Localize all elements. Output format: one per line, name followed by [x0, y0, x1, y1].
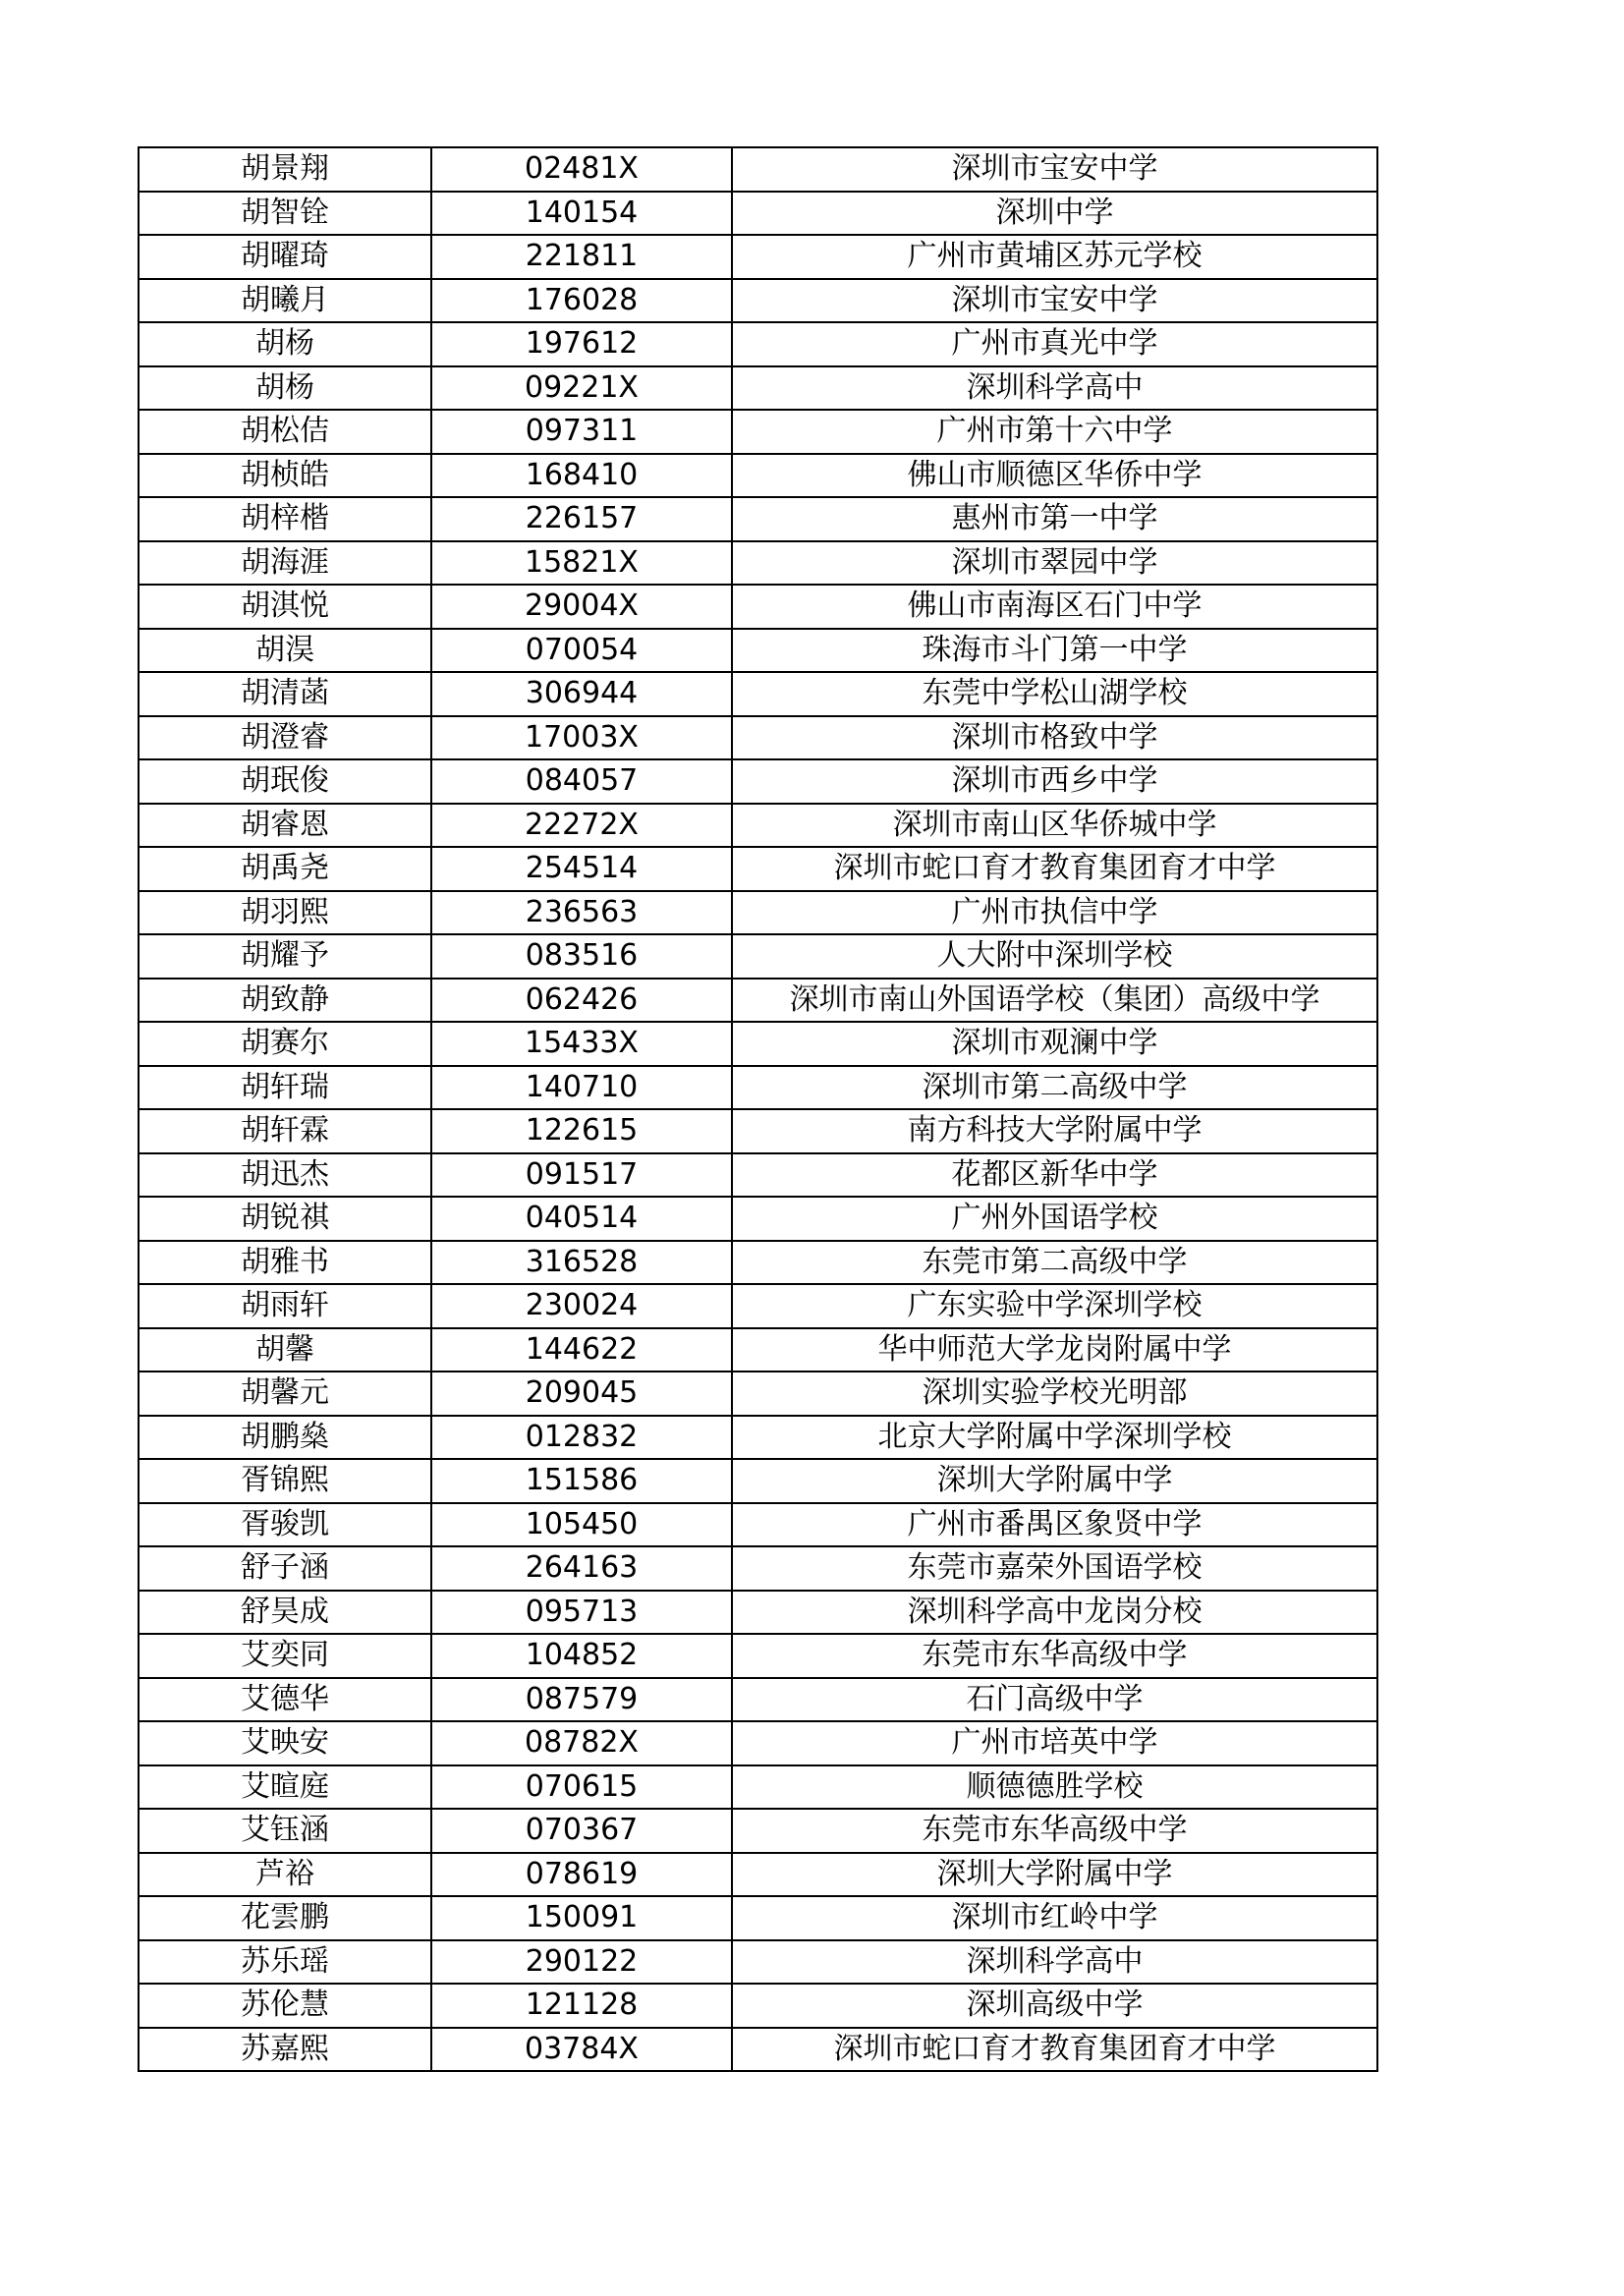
student-name-cell: 芦裕 [139, 1853, 431, 1897]
table-row [139, 1765, 1377, 1810]
table-row [139, 1503, 1377, 1547]
student-id-cell: 104852 [431, 1634, 732, 1678]
student-id-cell: 03784X [431, 2028, 732, 2072]
student-id-cell: 070615 [431, 1765, 732, 1810]
table-row [139, 585, 1377, 629]
school-name-cell: 北京大学附属中学深圳学校 [732, 1416, 1377, 1460]
school-name-cell: 石门高级中学 [732, 1678, 1377, 1722]
student-name-cell: 胡睿恩 [139, 804, 431, 848]
student-id-cell: 29004X [431, 585, 732, 629]
table-row [139, 847, 1377, 891]
student-id-cell: 176028 [431, 279, 732, 323]
table-row [139, 1022, 1377, 1066]
student-name-cell: 胡锐祺 [139, 1197, 431, 1241]
student-id-cell: 209045 [431, 1372, 732, 1416]
student-id-cell: 040514 [431, 1197, 732, 1241]
table-row [139, 279, 1377, 323]
table-row [139, 497, 1377, 541]
student-name-cell: 艾钰涵 [139, 1809, 431, 1853]
school-name-cell: 南方科技大学附属中学 [732, 1109, 1377, 1153]
table-row [139, 1984, 1377, 2028]
student-name-cell: 花雲鹏 [139, 1896, 431, 1940]
school-name-cell: 华中师范大学龙岗附属中学 [732, 1328, 1377, 1372]
student-id-cell: 140710 [431, 1066, 732, 1110]
school-name-cell: 深圳科学高中 [732, 366, 1377, 411]
student-id-cell: 264163 [431, 1546, 732, 1591]
school-name-cell: 深圳市观澜中学 [732, 1022, 1377, 1066]
student-name-cell: 胥骏凯 [139, 1503, 431, 1547]
table-row [139, 147, 1377, 192]
school-name-cell: 广州市番禺区象贤中学 [732, 1503, 1377, 1547]
student-id-cell: 08782X [431, 1721, 732, 1765]
student-name-cell: 胡轩霖 [139, 1109, 431, 1153]
school-name-cell: 深圳市翠园中学 [732, 541, 1377, 586]
table-row [139, 1678, 1377, 1722]
student-id-cell: 122615 [431, 1109, 732, 1153]
student-id-cell: 097311 [431, 410, 732, 454]
table-row [139, 1328, 1377, 1372]
student-name-cell: 胡智铨 [139, 192, 431, 236]
student-name-cell: 胡景翔 [139, 147, 431, 192]
table-row [139, 410, 1377, 454]
school-name-cell: 广州市第十六中学 [732, 410, 1377, 454]
student-id-cell: 012832 [431, 1416, 732, 1460]
student-id-cell: 306944 [431, 672, 732, 716]
school-name-cell: 东莞中学松山湖学校 [732, 672, 1377, 716]
school-name-cell: 深圳市宝安中学 [732, 147, 1377, 192]
school-name-cell: 东莞市第二高级中学 [732, 1241, 1377, 1285]
school-name-cell: 深圳大学附属中学 [732, 1853, 1377, 1897]
student-id-cell: 197612 [431, 322, 732, 366]
table-row [139, 672, 1377, 716]
school-name-cell: 深圳市西乡中学 [732, 759, 1377, 804]
student-name-cell: 胡海涯 [139, 541, 431, 586]
student-name-cell: 苏乐瑶 [139, 1940, 431, 1985]
student-id-cell: 140154 [431, 192, 732, 236]
student-name-cell: 胡禹尧 [139, 847, 431, 891]
school-name-cell: 深圳市宝安中学 [732, 279, 1377, 323]
table-row [139, 541, 1377, 586]
student-name-cell: 胡馨 [139, 1328, 431, 1372]
student-name-cell: 胡珉俊 [139, 759, 431, 804]
student-name-cell: 胡曜琦 [139, 235, 431, 279]
school-name-cell: 深圳科学高中龙岗分校 [732, 1591, 1377, 1635]
table-row [139, 1634, 1377, 1678]
student-name-cell: 胡赛尔 [139, 1022, 431, 1066]
school-name-cell: 广州市执信中学 [732, 891, 1377, 935]
school-name-cell: 深圳高级中学 [732, 1984, 1377, 2028]
table-row [139, 759, 1377, 804]
table-row [139, 891, 1377, 935]
student-id-cell: 091517 [431, 1153, 732, 1198]
student-id-cell: 221811 [431, 235, 732, 279]
student-name-cell: 艾德华 [139, 1678, 431, 1722]
student-id-cell: 236563 [431, 891, 732, 935]
school-name-cell: 佛山市顺德区华侨中学 [732, 454, 1377, 498]
student-name-cell: 胡耀予 [139, 934, 431, 979]
table-row [139, 934, 1377, 979]
student-name-cell: 胡澄睿 [139, 716, 431, 760]
table-row [139, 716, 1377, 760]
student-id-cell: 09221X [431, 366, 732, 411]
student-id-cell: 084057 [431, 759, 732, 804]
school-name-cell: 珠海市斗门第一中学 [732, 629, 1377, 673]
table-body [139, 147, 1377, 2071]
school-name-cell: 广州市培英中学 [732, 1721, 1377, 1765]
school-name-cell: 惠州市第一中学 [732, 497, 1377, 541]
student-name-cell: 胥锦熙 [139, 1459, 431, 1503]
student-name-cell: 胡馨元 [139, 1372, 431, 1416]
student-id-cell: 17003X [431, 716, 732, 760]
table-row [139, 322, 1377, 366]
student-id-cell: 144622 [431, 1328, 732, 1372]
student-name-cell: 胡松佶 [139, 410, 431, 454]
student-id-cell: 230024 [431, 1284, 732, 1328]
student-id-cell: 087579 [431, 1678, 732, 1722]
student-name-cell: 胡雨轩 [139, 1284, 431, 1328]
student-name-cell: 舒昊成 [139, 1591, 431, 1635]
student-name-cell: 胡桢皓 [139, 454, 431, 498]
table-row [139, 1940, 1377, 1985]
school-name-cell: 东莞市嘉荣外国语学校 [732, 1546, 1377, 1591]
table-row [139, 1896, 1377, 1940]
student-id-cell: 062426 [431, 979, 732, 1023]
student-name-cell: 胡梓楷 [139, 497, 431, 541]
student-id-cell: 290122 [431, 1940, 732, 1985]
student-id-cell: 105450 [431, 1503, 732, 1547]
student-id-cell: 22272X [431, 804, 732, 848]
student-id-cell: 078619 [431, 1853, 732, 1897]
table-row [139, 629, 1377, 673]
student-id-cell: 15433X [431, 1022, 732, 1066]
student-name-cell: 胡杨 [139, 366, 431, 411]
table-row [139, 192, 1377, 236]
table-row [139, 1721, 1377, 1765]
table-row [139, 1546, 1377, 1591]
table-row [139, 1372, 1377, 1416]
student-name-cell: 胡羽熙 [139, 891, 431, 935]
student-id-cell: 15821X [431, 541, 732, 586]
school-name-cell: 东莞市东华高级中学 [732, 1809, 1377, 1853]
school-name-cell: 广州市黄埔区苏元学校 [732, 235, 1377, 279]
student-id-cell: 121128 [431, 1984, 732, 2028]
school-name-cell: 东莞市东华高级中学 [732, 1634, 1377, 1678]
student-name-cell: 胡杨 [139, 322, 431, 366]
school-name-cell: 深圳科学高中 [732, 1940, 1377, 1985]
school-name-cell: 广州市真光中学 [732, 322, 1377, 366]
student-name-cell: 胡清菡 [139, 672, 431, 716]
student-name-cell: 胡雅书 [139, 1241, 431, 1285]
student-id-cell: 02481X [431, 147, 732, 192]
table-row [139, 1284, 1377, 1328]
student-name-cell: 艾映安 [139, 1721, 431, 1765]
table-row [139, 979, 1377, 1023]
student-id-cell: 168410 [431, 454, 732, 498]
student-id-cell: 150091 [431, 1896, 732, 1940]
table-row [139, 366, 1377, 411]
school-name-cell: 深圳中学 [732, 192, 1377, 236]
school-name-cell: 广州外国语学校 [732, 1197, 1377, 1241]
student-id-cell: 095713 [431, 1591, 732, 1635]
student-name-cell: 胡曦月 [139, 279, 431, 323]
table-row [139, 1153, 1377, 1198]
school-name-cell: 深圳市蛇口育才教育集团育才中学 [732, 847, 1377, 891]
student-name-cell: 胡淇悦 [139, 585, 431, 629]
student-table [138, 146, 1378, 2072]
table-row [139, 1109, 1377, 1153]
table-row [139, 1066, 1377, 1110]
student-id-cell: 226157 [431, 497, 732, 541]
student-name-cell: 艾暄庭 [139, 1765, 431, 1810]
student-id-cell: 151586 [431, 1459, 732, 1503]
table-row [139, 1241, 1377, 1285]
school-name-cell: 广东实验中学深圳学校 [732, 1284, 1377, 1328]
school-name-cell: 花都区新华中学 [732, 1153, 1377, 1198]
table-row [139, 1591, 1377, 1635]
student-name-cell: 艾奕同 [139, 1634, 431, 1678]
student-id-cell: 254514 [431, 847, 732, 891]
table-row [139, 454, 1377, 498]
table-row [139, 235, 1377, 279]
school-name-cell: 深圳市红岭中学 [732, 1896, 1377, 1940]
student-id-cell: 083516 [431, 934, 732, 979]
table-row [139, 1416, 1377, 1460]
student-name-cell: 胡致静 [139, 979, 431, 1023]
table-row [139, 2028, 1377, 2072]
student-name-cell: 胡轩瑞 [139, 1066, 431, 1110]
student-name-cell: 胡迅杰 [139, 1153, 431, 1198]
school-name-cell: 深圳实验学校光明部 [732, 1372, 1377, 1416]
school-name-cell: 深圳市第二高级中学 [732, 1066, 1377, 1110]
student-name-cell: 苏嘉熙 [139, 2028, 431, 2072]
school-name-cell: 顺德德胜学校 [732, 1765, 1377, 1810]
table-row [139, 1197, 1377, 1241]
school-name-cell: 深圳市南山外国语学校（集团）高级中学 [732, 979, 1377, 1023]
student-id-cell: 070367 [431, 1809, 732, 1853]
school-name-cell: 佛山市南海区石门中学 [732, 585, 1377, 629]
student-name-cell: 舒子涵 [139, 1546, 431, 1591]
school-name-cell: 深圳市格致中学 [732, 716, 1377, 760]
student-id-cell: 316528 [431, 1241, 732, 1285]
student-name-cell: 苏伦慧 [139, 1984, 431, 2028]
school-name-cell: 深圳大学附属中学 [732, 1459, 1377, 1503]
table-row [139, 1459, 1377, 1503]
student-name-cell: 胡鹏燊 [139, 1416, 431, 1460]
table-row [139, 1853, 1377, 1897]
table-row [139, 804, 1377, 848]
school-name-cell: 深圳市蛇口育才教育集团育才中学 [732, 2028, 1377, 2072]
school-name-cell: 人大附中深圳学校 [732, 934, 1377, 979]
student-id-cell: 070054 [431, 629, 732, 673]
student-name-cell: 胡淏 [139, 629, 431, 673]
school-name-cell: 深圳市南山区华侨城中学 [732, 804, 1377, 848]
table-row [139, 1809, 1377, 1853]
